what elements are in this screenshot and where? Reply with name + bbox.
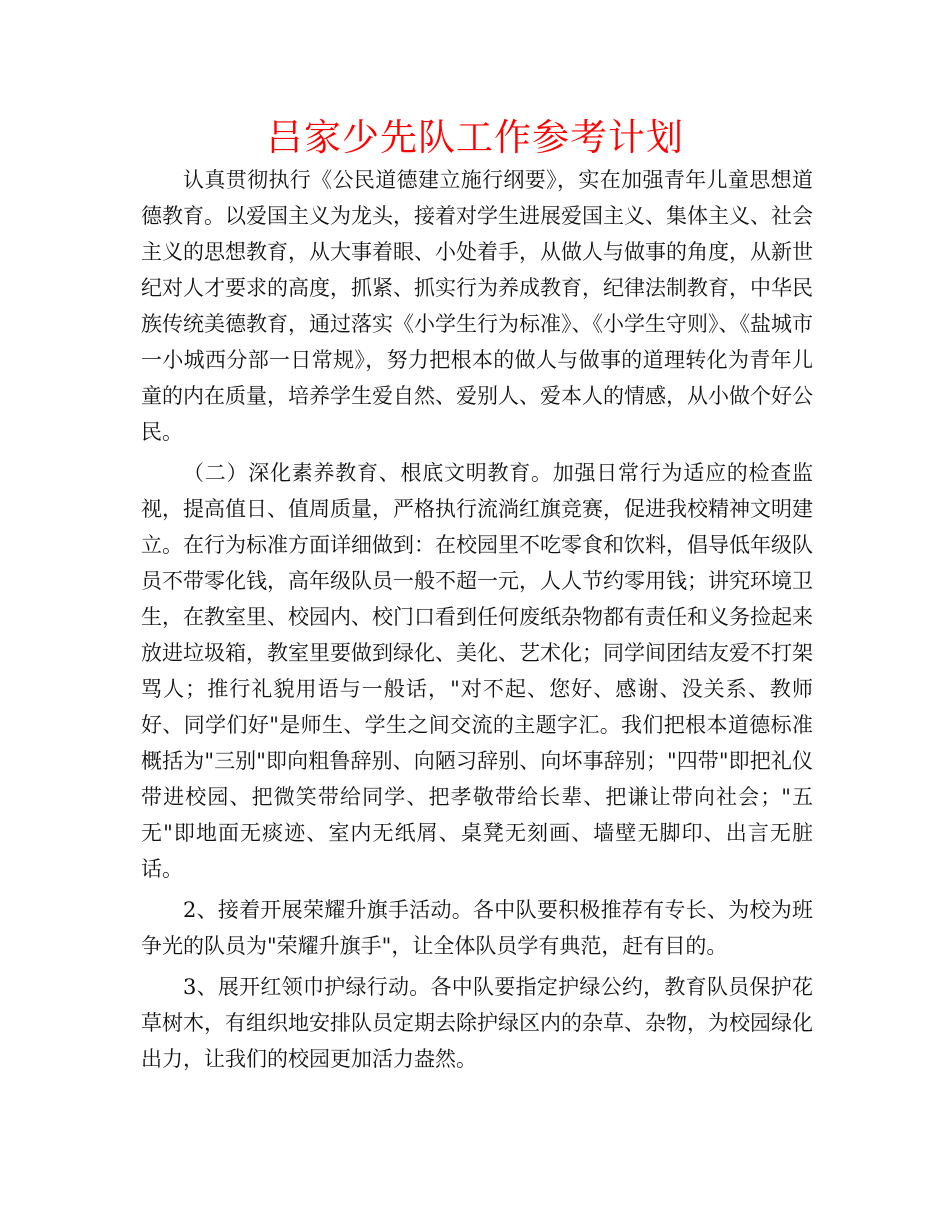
- paragraph-civility-education: （二）深化素养教育、根底文明教育。加强日常行为适应的检查监视，提高值日、值周质量，严格执行流淌红旗竞赛，促进我校精神文明建立。在行为标准方面详细做到：在校园里不吃零食和饮料，倡导低年级队员不带零化钱，高年级队员一般不超一元，人人节约零用钱；讲究环境卫生，在教室里、校园内、校门口看到任何废纸杂物都有责任和义务捡起来放进垃圾箱，教室里要做到绿化、美化、艺术化；同学间团结友爱不打架骂人；推行礼貌用语与一般话，"对不起、您好、感谢、没关系、教师好、同学们好"是师生、学生之间交流的主题字汇。我们把根本道德标准概括为"三别"即向粗鲁辞别、向陋习辞别、向坏事辞别；"四带"即把礼仪带进校园、把微笑带给同学、把孝敬带给长辈、把谦让带向社会；"五无"即地面无痰迹、室内无纸屑、桌凳无刻画、墙壁无脚印、出言无脏话。: [141, 461, 813, 881]
- document-body: [141, 162, 813, 1082]
- paragraph-flag-raiser: 2、接着开展荣耀升旗手活动。各中队要积极推荐有专长、为校为班争光的队员为"荣耀升旗手"，让全体队员学有典范，赶有目的。: [141, 898, 813, 958]
- document-title: 吕家少先队工作参考计划: [266, 116, 684, 159]
- paragraph-green-protection: 3、展开红领巾护绿行动。各中队要指定护绿公约，教育队员保护花草树木，有组织地安排队员定期去除护绿区内的杂草、杂物，为校园绿化出力，让我们的校园更加活力盎然。: [141, 975, 813, 1071]
- paragraph-intro: 认真贯彻执行《公民道德建立施行纲要》，实在加强青年儿童思想道德教育。以爱国主义为龙头，接着对学生进展爱国主义、集体主义、社会主义的思想教育，从大事着眼、小处着手，从做人与做事的角度，从新世纪对人才要求的高度，抓紧、抓实行为养成教育，纪律法制教育，中华民族传统美德教育，通过落实《小学生行为标准》、《小学生守则》、《盐城市一小城西分部一日常规》，努力把根本的做人与做事的道理转化为青年儿童的内在质量，培养学生爱自然、爱别人、爱本人的情感，从小做个好公民。: [141, 168, 813, 444]
